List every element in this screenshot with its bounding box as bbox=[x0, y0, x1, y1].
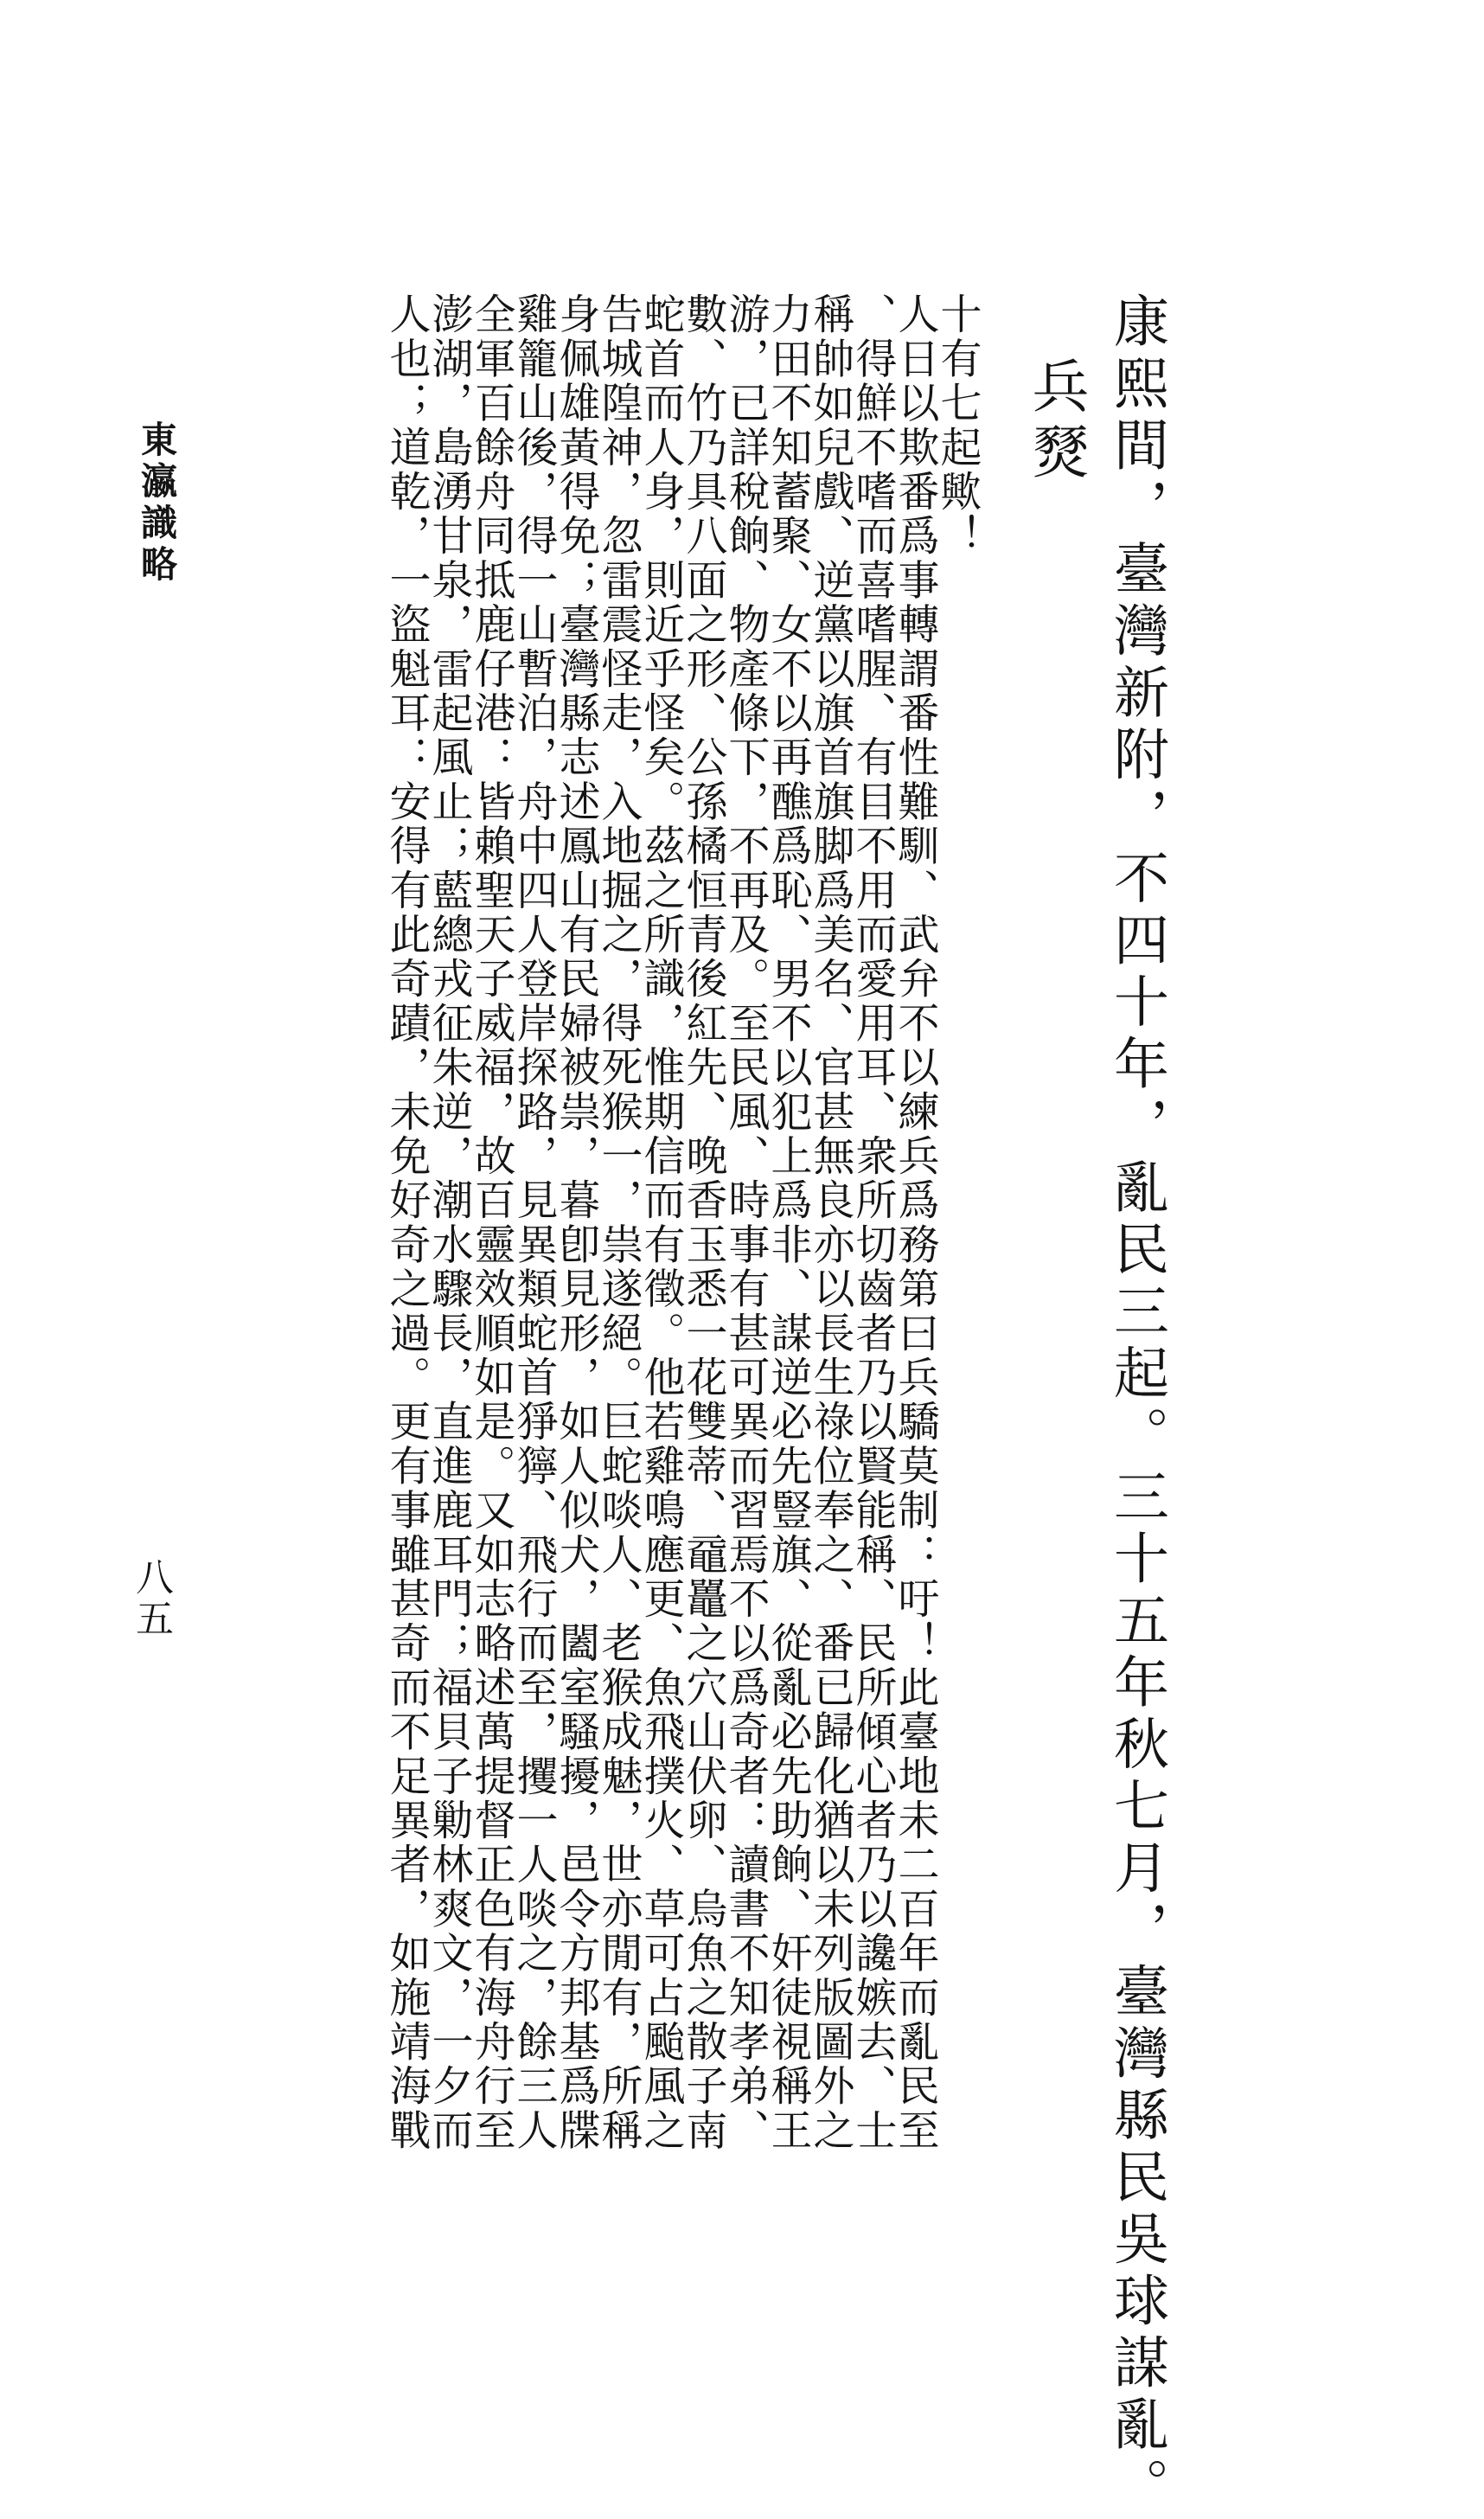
text-column-5: 身佩雄黃得免；臺灣縣志述鳳山有民婦被祟，暮卽見形，如人似犬，闔室騷擾，邑令方邦基爲牒 bbox=[552, 292, 600, 2153]
running-book-title: 東瀛識略 bbox=[136, 420, 178, 586]
section-first-line: 康熙間，臺灣新附，不四十年，亂民三起。三十五年秋七月，臺灣縣民吳球謀亂。 bbox=[1104, 292, 1168, 2519]
text-column-10: 力田不知蓄聚、女不以再醮爲恥、男不以犯上爲非、謀逆必先豎旗、從亂必先助餉、奸徒視稱王 bbox=[764, 292, 812, 2153]
section-heading: 兵燹 bbox=[1022, 356, 1089, 488]
text-column-13: 人日以欺番爲事轉謂番性難馴、武弁不以練兵爲務第曰兵驕莫制：吁！此臺地未二百年而亂民至 bbox=[891, 292, 939, 2153]
text-column-7: 蛇首而人身，則近乎怪矣。茲之所識，惟期信而有徵。他若雞鳴應更、魚飛撲火、草可占颱風之 bbox=[636, 292, 685, 2153]
text-column-12: 、得鮮不嗜而喜嗜腥、有目不用而愛用耳、衆所切齒者乃以賢能稱、民所傾心者乃以讒嫉去、士 bbox=[848, 292, 897, 2153]
text-column-1: 人也；道乾，一盜魁耳：安得有此奇蹟，未免好奇之過。更有事雖甚奇而不足異者，如施靖海戰 bbox=[382, 292, 431, 2153]
text-column-4: 雞籠山後，得一山暫泊，舟中四人登岸探路，見異類蛇首猙獰、飛行而至，攫一人啖之，餘三人 bbox=[509, 292, 558, 2153]
text-column-8: 數、竹乃具八面之形、公孫橘恒青後紅先、晚香玉悉一花雙蒂、黿鼉之穴山伏卵、烏魚之散子南 bbox=[679, 292, 727, 2153]
text-column-6: 告城隍神，忽雷震怪走，入地掘之，得死猴一，祟遂絕。巨蛇啖人、老猴成魅，世亦閒有，所稱 bbox=[594, 292, 643, 2153]
text-column-3: 全軍百餘舟同抵鹿仔港：皆賴聖天子威福，故百靈效順如是。又如志略述萬提督正色有海舟行至 bbox=[467, 292, 515, 2153]
text-column-9: 游，已詳稅餉、物產條下，不再及。至民風、時事有甚可異而習焉不以爲奇者：讀書不知孝弟、 bbox=[721, 292, 770, 2153]
text-column-11: 稱帥如兒戲、逆黨以旗首旗脚爲美名、官甚無良亦以長生祿位奉之、番已歸化猶以未列版圖外之 bbox=[806, 292, 854, 2153]
text-column-14: 十有七起歟！ bbox=[933, 292, 982, 559]
page-number: 八五 bbox=[129, 1557, 173, 1640]
text-column-2: 澎湖，島湧甘泉，雷起風止；藍總戎征朱逆，潮水驟長，直進鹿耳門；福貝子勦林爽文，一夕而 bbox=[425, 292, 473, 2153]
